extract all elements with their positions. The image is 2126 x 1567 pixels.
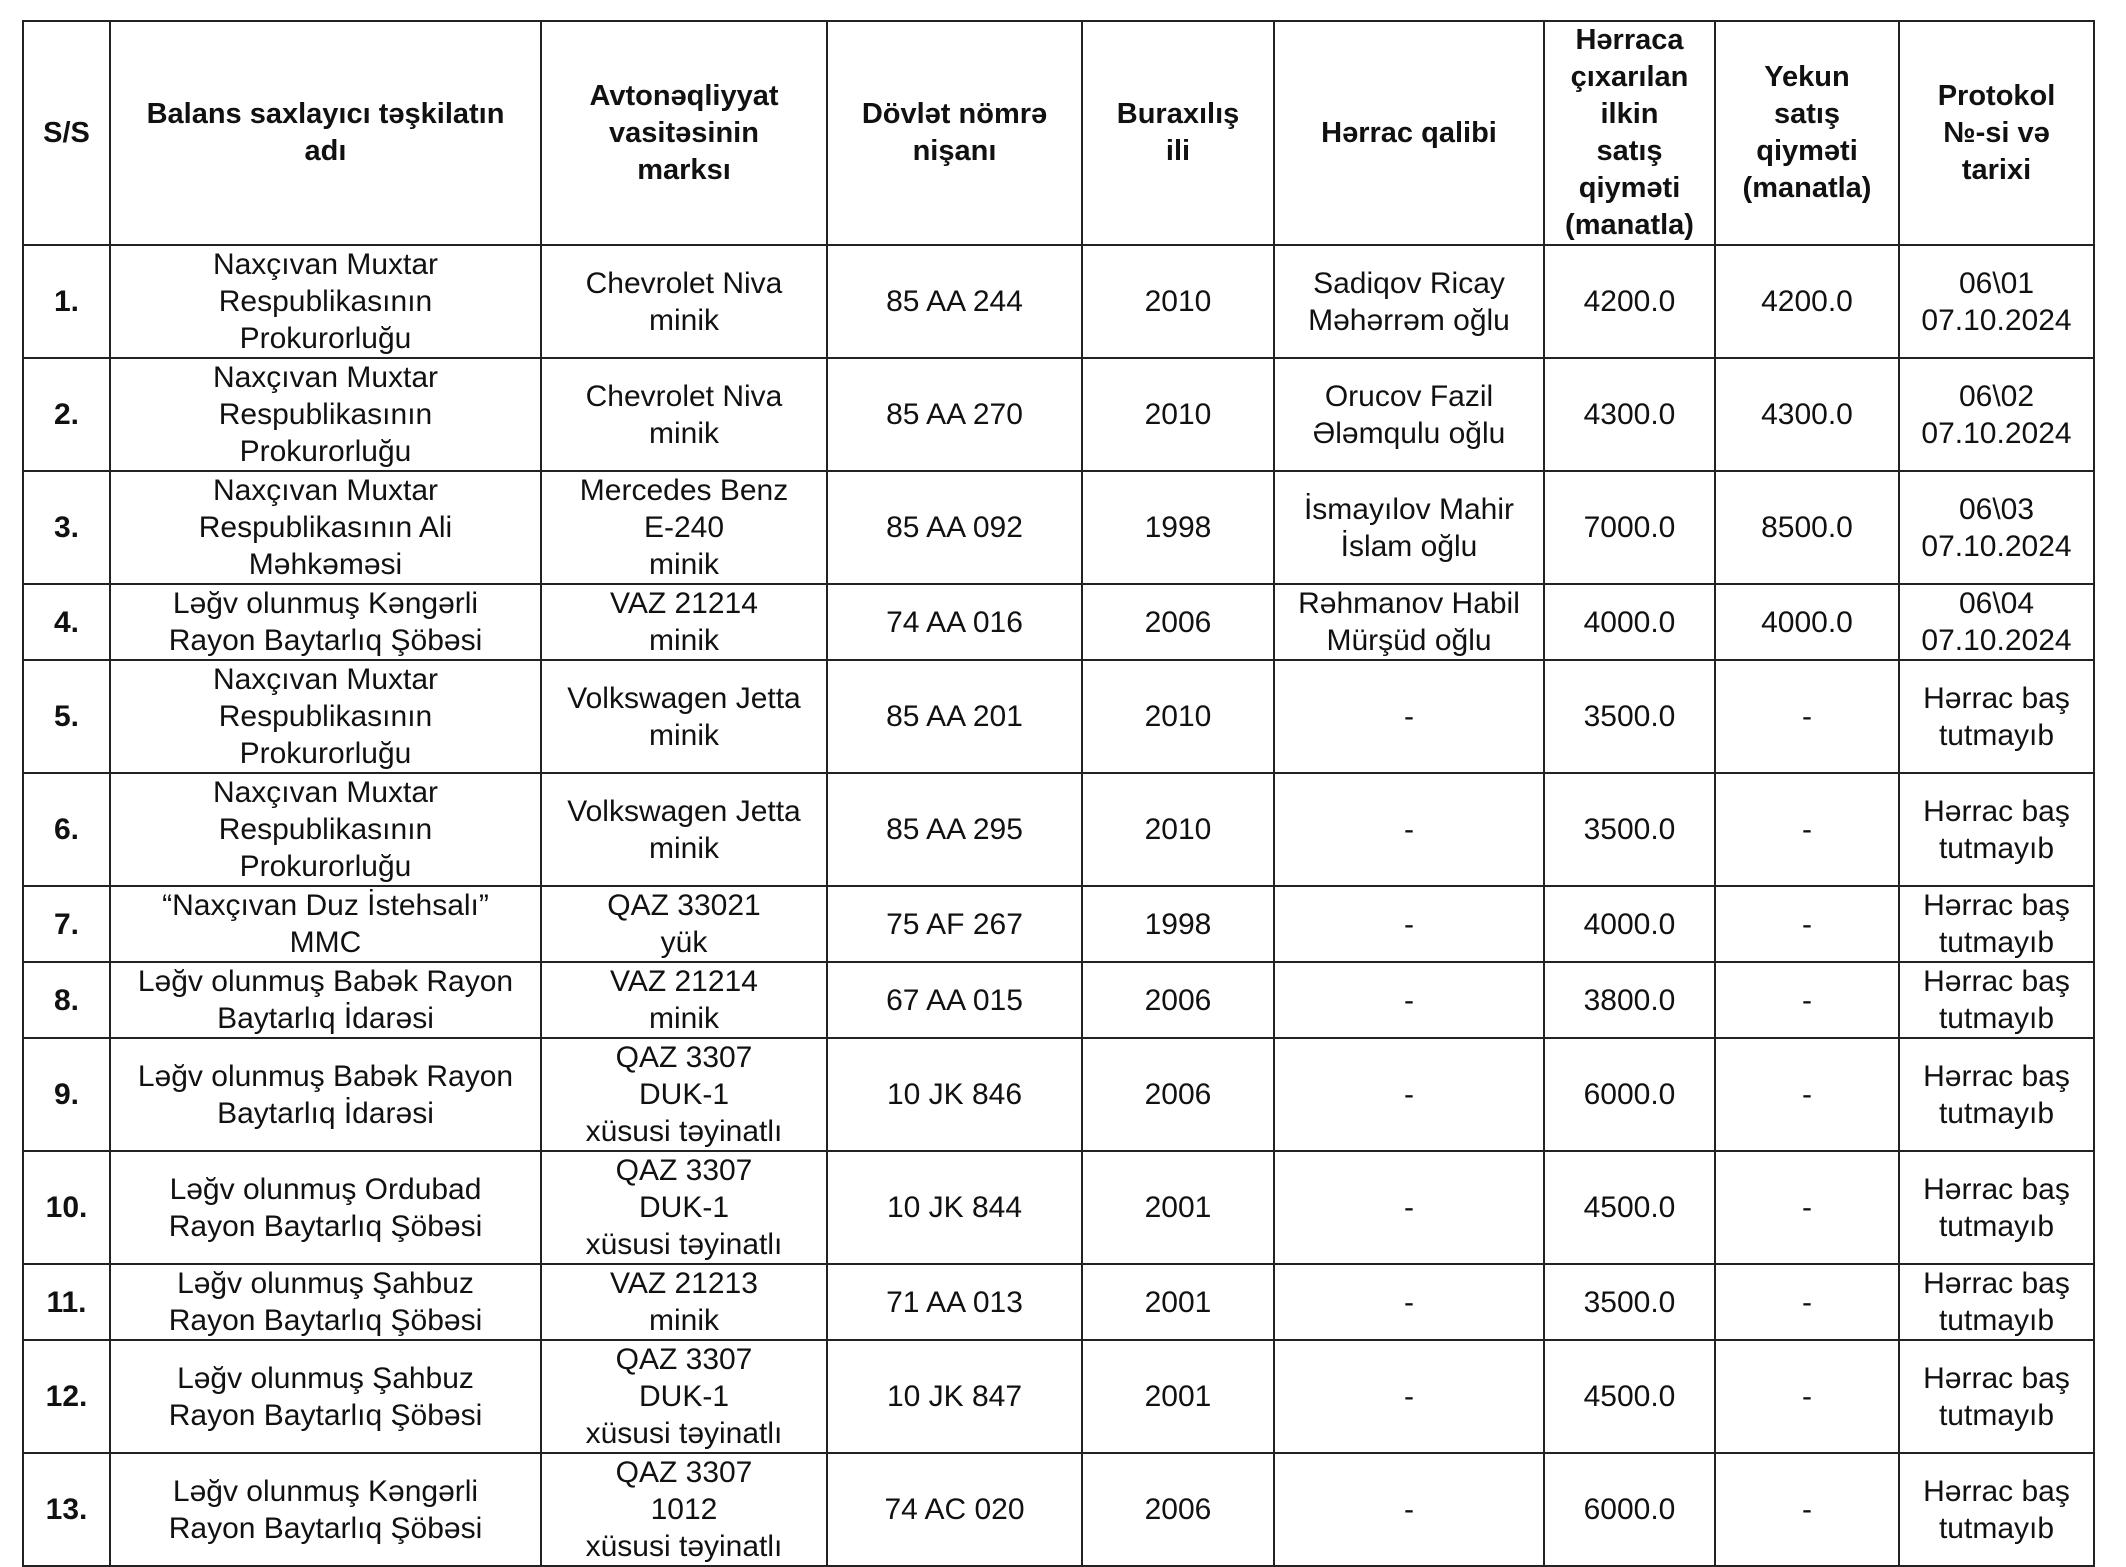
cell-line: Hərrac baş [1923, 1474, 2070, 1508]
plate-number-cell: 71 AA 013 [827, 1264, 1082, 1340]
cell-line: 06\02 [1958, 379, 2035, 413]
production-year-cell: 2001 [1082, 1340, 1274, 1453]
serial-number-cell: 13. [23, 1453, 110, 1566]
header-plate-number [827, 21, 1082, 245]
auction-winner-cell [1274, 886, 1544, 962]
cell-line: xüsusi təyinatlı [585, 1530, 783, 1563]
header-line: (manatla) [1742, 172, 1872, 204]
cell-line: Ləğv olunmuş Babək Rayon [137, 1059, 514, 1093]
cell-line: Hərrac baş [1923, 794, 2070, 828]
cell-line: 06\04 [1958, 587, 2035, 620]
cell-line: minik [648, 831, 719, 865]
final-price-cell: - [1715, 1340, 1899, 1453]
plate-number-cell: 74 AA 016 [827, 584, 1082, 660]
cell-line: minik [648, 1002, 719, 1035]
cell-line: Ləğv olunmuş Ordubad [169, 1172, 482, 1206]
cell-line: - [1404, 700, 1414, 733]
auction-winner-cell [1274, 962, 1544, 1038]
cell-line: - [1404, 1191, 1414, 1224]
table-row [23, 886, 2094, 962]
cell-line: İsmayılov Mahir [1303, 492, 1515, 526]
protocol-cell [1899, 584, 2094, 660]
final-price-cell: - [1715, 1038, 1899, 1151]
table-row [23, 962, 2094, 1038]
plate-number-cell: 74 AC 020 [827, 1453, 1082, 1566]
table-row [23, 471, 2094, 584]
cell-line: 06\03 [1958, 492, 2035, 526]
cell-line: MMC [289, 926, 362, 959]
cell-line: Rəhmanov Habil [1298, 587, 1520, 620]
initial-price-cell: 6000.0 [1544, 1038, 1715, 1151]
plate-number-cell: 85 AA 201 [827, 660, 1082, 773]
vehicle-make-cell [541, 1151, 827, 1264]
organization-cell [110, 245, 541, 358]
cell-line: DUK-1 [638, 1078, 729, 1111]
vehicle-make-cell [541, 962, 827, 1038]
auction-winner-cell [1274, 358, 1544, 471]
vehicle-make-cell [541, 471, 827, 584]
vehicle-make-cell [541, 584, 827, 660]
cell-line: tutmayıb [1938, 1096, 2055, 1130]
cell-line: minik [648, 303, 719, 337]
cell-line: Volkswagen Jetta [567, 794, 801, 828]
header-line: Balans saxlayıcı təşkilatın [146, 98, 505, 130]
serial-number-cell: 12. [23, 1340, 110, 1453]
cell-line: tutmayıb [1938, 1304, 2055, 1337]
cell-line: Prokurorluğu [239, 850, 412, 883]
initial-price-cell: 3500.0 [1544, 1264, 1715, 1340]
table-row [23, 358, 2094, 471]
header-line: ilkin [1600, 98, 1659, 130]
cell-line: Chevrolet Niva [585, 266, 783, 300]
final-price-cell: 4300.0 [1715, 358, 1899, 471]
cell-line: Prokurorluğu [239, 737, 412, 770]
header-line: satış [1773, 98, 1841, 130]
cell-line: Naxçıvan Muxtar [212, 474, 439, 507]
production-year-cell: 2010 [1082, 358, 1274, 471]
plate-number-cell: 10 JK 844 [827, 1151, 1082, 1264]
protocol-cell [1899, 471, 2094, 584]
vehicle-make-cell [541, 1264, 827, 1340]
table-row [23, 1340, 2094, 1453]
cell-line: VAZ 21213 [610, 1267, 758, 1300]
organization-cell [110, 962, 541, 1038]
header-line: nişanı [912, 135, 997, 167]
cell-line: QAZ 3307 [615, 1456, 753, 1489]
initial-price-cell: 3500.0 [1544, 773, 1715, 886]
cell-line: “Naxçıvan Duz İstehsalı” [162, 889, 489, 922]
cell-line: Ləğv olunmuş Babək Rayon [137, 965, 514, 998]
cell-line: Baytarlıq İdarəsi [217, 1096, 434, 1130]
cell-line: xüsusi təyinatlı [585, 1417, 783, 1450]
cell-line: Prokurorluğu [239, 322, 412, 355]
serial-number-cell: 2. [23, 358, 110, 471]
cell-line: Ləğv olunmuş Şahbuz [177, 1267, 474, 1300]
cell-line: tutmayıb [1938, 1209, 2055, 1243]
cell-line: Prokurorluğu [239, 435, 412, 468]
cell-line: Ləğv olunmuş Şahbuz [177, 1361, 474, 1395]
serial-number-cell: 8. [23, 962, 110, 1038]
cell-line: tutmayıb [1938, 1002, 2055, 1035]
organization-cell [110, 358, 541, 471]
cell-line: QAZ 3307 [615, 1041, 753, 1074]
auction-winner-cell [1274, 584, 1544, 660]
cell-line: Respublikasının [218, 700, 433, 733]
header-line: vasitəsinin [609, 116, 759, 149]
header-line: qiyməti [1578, 172, 1681, 204]
production-year-cell: 2001 [1082, 1264, 1274, 1340]
protocol-cell [1899, 358, 2094, 471]
header-protocol [1899, 21, 2094, 245]
auction-winner-cell [1274, 1038, 1544, 1151]
production-year-cell: 1998 [1082, 886, 1274, 962]
initial-price-cell: 7000.0 [1544, 471, 1715, 584]
cell-line: Naxçıvan Muxtar [212, 248, 439, 281]
cell-line: Rayon Baytarlıq Şöbəsi [168, 1209, 483, 1243]
initial-price-cell: 6000.0 [1544, 1453, 1715, 1566]
final-price-cell: - [1715, 660, 1899, 773]
production-year-cell: 2006 [1082, 584, 1274, 660]
protocol-cell [1899, 1151, 2094, 1264]
cell-line: İslam oğlu [1340, 529, 1478, 563]
final-price-cell: - [1715, 962, 1899, 1038]
protocol-cell [1899, 1038, 2094, 1151]
cell-line: Baytarlıq İdarəsi [217, 1002, 434, 1035]
production-year-cell: 2010 [1082, 773, 1274, 886]
protocol-cell [1899, 886, 2094, 962]
header-line: S/S [43, 116, 90, 149]
cell-line: 07.10.2024 [1921, 303, 2072, 337]
header-production-year [1082, 21, 1274, 245]
cell-line: Rayon Baytarlıq Şöbəsi [168, 1304, 483, 1337]
organization-cell [110, 584, 541, 660]
cell-line: Hərrac baş [1923, 1059, 2070, 1093]
auction-winner-cell [1274, 245, 1544, 358]
cell-line: - [1404, 983, 1414, 1017]
header-initial-price [1544, 21, 1715, 245]
plate-number-cell: 85 AA 270 [827, 358, 1082, 471]
cell-line: QAZ 3307 [615, 1154, 753, 1187]
production-year-cell: 2006 [1082, 962, 1274, 1038]
serial-number-cell: 9. [23, 1038, 110, 1151]
cell-line: 07.10.2024 [1921, 624, 2072, 657]
cell-line: Volkswagen Jetta [567, 681, 801, 715]
cell-line: 06\01 [1958, 266, 2035, 300]
serial-number-cell: 11. [23, 1264, 110, 1340]
cell-line: tutmayıb [1938, 926, 2055, 959]
cell-line: QAZ 3307 [615, 1343, 753, 1376]
table-row [23, 1038, 2094, 1151]
header-final-price [1715, 21, 1899, 245]
cell-line: tutmayıb [1938, 831, 2055, 865]
production-year-cell: 2001 [1082, 1151, 1274, 1264]
table-body [23, 245, 2094, 1566]
plate-number-cell: 85 AA 092 [827, 471, 1082, 584]
organization-cell [110, 660, 541, 773]
plate-number-cell: 85 AA 244 [827, 245, 1082, 358]
table-row [23, 660, 2094, 773]
cell-line: Rayon Baytarlıq Şöbəsi [168, 1511, 483, 1545]
cell-line: QAZ 33021 [607, 889, 761, 922]
cell-line: E-240 [643, 511, 725, 544]
initial-price-cell: 4500.0 [1544, 1340, 1715, 1453]
final-price-cell: - [1715, 886, 1899, 962]
header-line: Hərrac qalibi [1321, 116, 1497, 149]
header-organization [110, 21, 541, 245]
organization-cell [110, 886, 541, 962]
production-year-cell: 2010 [1082, 660, 1274, 773]
cell-line: Hərrac baş [1923, 1267, 2070, 1300]
cell-line: Məhərrəm oğlu [1308, 303, 1510, 337]
cell-line: Sadiqov Ricay [1313, 266, 1505, 300]
header-line: satış [1596, 135, 1663, 167]
header-line: Dövlət nömrə [861, 98, 1048, 130]
organization-cell [110, 1038, 541, 1151]
auction-winner-cell [1274, 660, 1544, 773]
header-line: çıxarılan [1570, 61, 1689, 93]
cell-line: - [1404, 1380, 1414, 1413]
header-line: qiyməti [1756, 135, 1858, 167]
plate-number-cell: 10 JK 847 [827, 1340, 1082, 1453]
header-line: №-si və [1943, 116, 2050, 149]
cell-line: Hərrac baş [1923, 1172, 2070, 1206]
header-serial-number [23, 21, 110, 245]
table-row [23, 584, 2094, 660]
cell-line: Mercedes Benz [579, 474, 789, 507]
cell-line: xüsusi təyinatlı [585, 1228, 783, 1261]
serial-number-cell: 1. [23, 245, 110, 358]
header-line: tarixi [1961, 153, 2032, 186]
cell-line: Mürşüd oğlu [1326, 624, 1492, 657]
serial-number-cell: 10. [23, 1151, 110, 1264]
serial-number-cell: 7. [23, 886, 110, 962]
header-vehicle-make [541, 21, 827, 245]
cell-line: Respublikasının [218, 285, 433, 318]
table-row [23, 1264, 2094, 1340]
cell-line: tutmayıb [1938, 718, 2055, 752]
cell-line: Orucov Fazil [1324, 379, 1494, 413]
organization-cell [110, 471, 541, 584]
cell-line: Naxçıvan Muxtar [212, 663, 439, 696]
cell-line: 07.10.2024 [1921, 529, 2072, 563]
protocol-cell [1899, 245, 2094, 358]
protocol-cell [1899, 1453, 2094, 1566]
serial-number-cell: 6. [23, 773, 110, 886]
header-line: Yekun [1764, 61, 1850, 93]
table-row [23, 773, 2094, 886]
cell-line: minik [648, 416, 719, 450]
cell-line: VAZ 21214 [610, 965, 758, 998]
production-year-cell: 2006 [1082, 1453, 1274, 1566]
table-row [23, 1453, 2094, 1566]
production-year-cell: 2006 [1082, 1038, 1274, 1151]
plate-number-cell: 10 JK 846 [827, 1038, 1082, 1151]
vehicle-make-cell [541, 773, 827, 886]
header-line: adı [304, 135, 347, 167]
plate-number-cell: 67 AA 015 [827, 962, 1082, 1038]
cell-line: VAZ 21214 [610, 587, 758, 620]
vehicle-make-cell [541, 660, 827, 773]
organization-cell [110, 1151, 541, 1264]
cell-line: Respublikasının [218, 398, 433, 431]
table-row [23, 245, 2094, 358]
protocol-cell [1899, 773, 2094, 886]
initial-price-cell: 3800.0 [1544, 962, 1715, 1038]
production-year-cell: 2010 [1082, 245, 1274, 358]
cell-line: xüsusi təyinatlı [585, 1115, 783, 1148]
protocol-cell [1899, 1264, 2094, 1340]
auction-winner-cell [1274, 1340, 1544, 1453]
cell-line: Naxçıvan Muxtar [212, 361, 439, 394]
cell-line: - [1404, 907, 1414, 941]
header-line: marksı [637, 153, 731, 186]
cell-line: Naxçıvan Muxtar [212, 776, 439, 809]
cell-line: Hərrac baş [1923, 889, 2070, 922]
auction-winner-cell [1274, 471, 1544, 584]
cell-line: - [1404, 813, 1414, 846]
cell-line: Hərrac baş [1923, 1361, 2070, 1395]
cell-line: - [1404, 1285, 1414, 1319]
initial-price-cell: 4300.0 [1544, 358, 1715, 471]
cell-line: Respublikasının Ali [198, 511, 453, 544]
final-price-cell: - [1715, 1264, 1899, 1340]
header-line: ili [1165, 135, 1191, 167]
vehicle-make-cell [541, 886, 827, 962]
serial-number-cell: 3. [23, 471, 110, 584]
cell-line: 1012 [650, 1493, 718, 1526]
table-row [23, 1151, 2094, 1264]
header-auction-winner [1274, 21, 1544, 245]
cell-line: tutmayıb [1938, 1398, 2055, 1432]
auction-winner-cell [1274, 1264, 1544, 1340]
final-price-cell: 4200.0 [1715, 245, 1899, 358]
final-price-cell: - [1715, 773, 1899, 886]
cell-line: minik [648, 1304, 719, 1337]
cell-line: - [1404, 1493, 1414, 1526]
cell-line: yük [660, 926, 708, 959]
protocol-cell [1899, 1340, 2094, 1453]
initial-price-cell: 4500.0 [1544, 1151, 1715, 1264]
final-price-cell: 4000.0 [1715, 584, 1899, 660]
final-price-cell: - [1715, 1151, 1899, 1264]
cell-line: Respublikasının [218, 813, 433, 846]
vehicle-auction-table [22, 20, 2095, 1567]
auction-winner-cell [1274, 1151, 1544, 1264]
header-line: Avtonəqliyyat [589, 79, 779, 112]
header-line: Hərraca [1575, 24, 1684, 56]
plate-number-cell: 75 AF 267 [827, 886, 1082, 962]
serial-number-cell: 5. [23, 660, 110, 773]
cell-line: minik [648, 548, 719, 581]
final-price-cell: 8500.0 [1715, 471, 1899, 584]
serial-number-cell: 4. [23, 584, 110, 660]
initial-price-cell: 4000.0 [1544, 886, 1715, 962]
header-line: Buraxılış [1116, 98, 1240, 130]
final-price-cell: - [1715, 1453, 1899, 1566]
header-line: (manatla) [1565, 209, 1694, 241]
cell-line: Rayon Baytarlıq Şöbəsi [168, 1398, 483, 1432]
initial-price-cell: 4200.0 [1544, 245, 1715, 358]
cell-line: minik [648, 718, 719, 752]
organization-cell [110, 773, 541, 886]
protocol-cell [1899, 962, 2094, 1038]
organization-cell [110, 1264, 541, 1340]
auction-winner-cell [1274, 773, 1544, 886]
organization-cell [110, 1453, 541, 1566]
vehicle-make-cell [541, 358, 827, 471]
protocol-cell [1899, 660, 2094, 773]
cell-line: - [1404, 1078, 1414, 1111]
vehicle-make-cell [541, 245, 827, 358]
cell-line: 07.10.2024 [1921, 416, 2072, 450]
cell-line: Ələmqulu oğlu [1312, 416, 1506, 450]
cell-line: Ləğv olunmuş Kəngərli [172, 1474, 479, 1508]
auction-winner-cell [1274, 1453, 1544, 1566]
cell-line: Hərrac baş [1923, 965, 2070, 998]
cell-line: Məhkəməsi [248, 548, 403, 581]
cell-line: Chevrolet Niva [585, 379, 783, 413]
header-line: Protokol [1937, 79, 2056, 112]
initial-price-cell: 3500.0 [1544, 660, 1715, 773]
vehicle-make-cell [541, 1340, 827, 1453]
organization-cell [110, 1340, 541, 1453]
cell-line: minik [648, 624, 719, 657]
production-year-cell: 1998 [1082, 471, 1274, 584]
cell-line: Hərrac baş [1923, 681, 2070, 715]
vehicle-make-cell [541, 1038, 827, 1151]
cell-line: Rayon Baytarlıq Şöbəsi [168, 624, 483, 657]
vehicle-make-cell [541, 1453, 827, 1566]
initial-price-cell: 4000.0 [1544, 584, 1715, 660]
cell-line: Ləğv olunmuş Kəngərli [172, 587, 479, 620]
header-row [23, 21, 2094, 245]
plate-number-cell: 85 AA 295 [827, 773, 1082, 886]
cell-line: DUK-1 [638, 1380, 729, 1413]
cell-line: DUK-1 [638, 1191, 729, 1224]
cell-line: tutmayıb [1938, 1511, 2055, 1545]
